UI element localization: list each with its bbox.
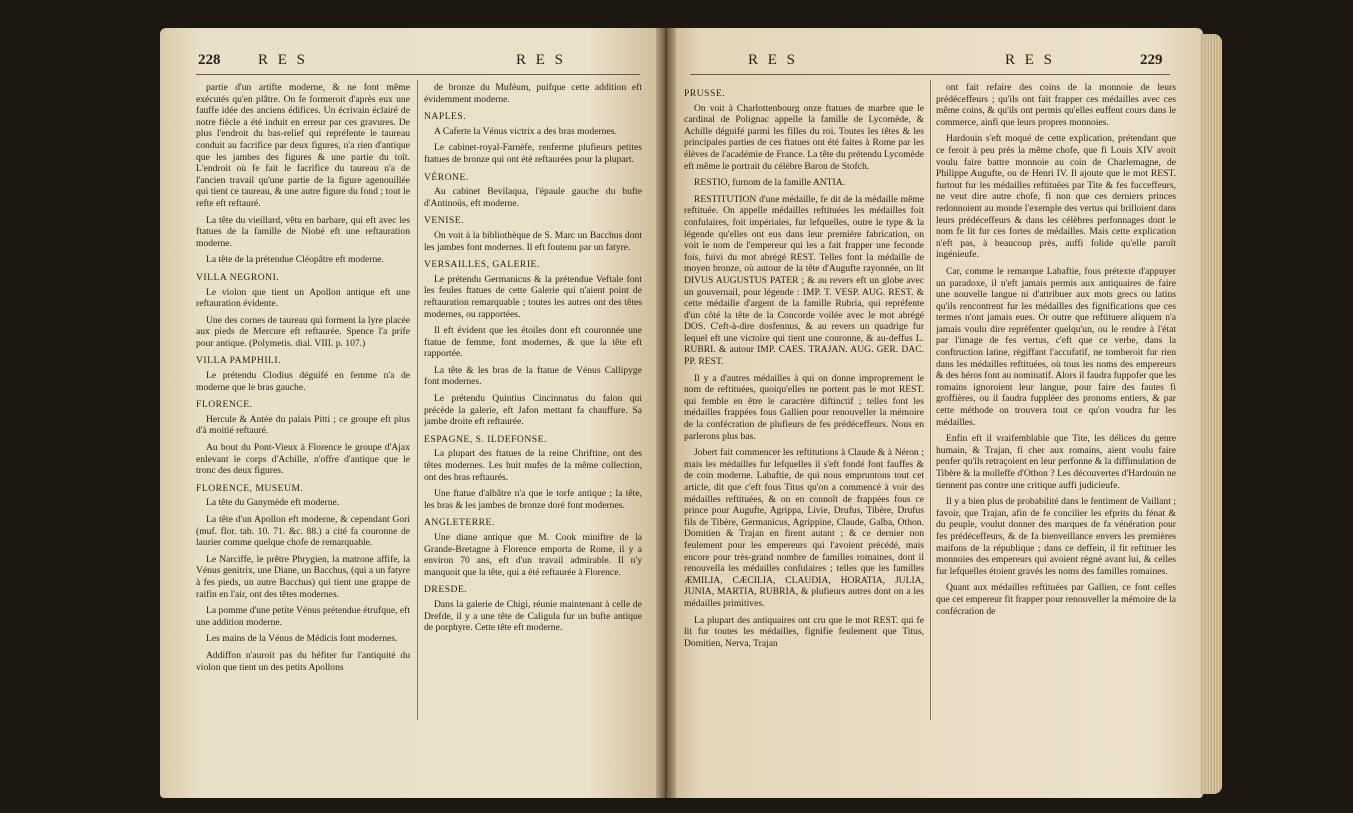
section-heading: ANGLETERRE. <box>424 517 495 529</box>
section-heading: DRESDE. <box>424 584 468 596</box>
paragraph: Le prétendu Germanicus & la prétendue Veftale font les feules ftatues de cette Galerie qui n'aient point de reftauration remarquable ; toutes les autres ont des têtes modernes, ou rapportées. <box>424 273 642 320</box>
paragraph: La tête d'un Apollon eft moderne, & cependant Gori (muf. flor. tab. 10. 71. &c. 88.) a cité fa couronne de laurier comme quelque chofe de remarquable. <box>196 514 410 549</box>
left-header-col1: R E S <box>258 52 309 68</box>
paragraph: Quant aux médailles reftituées par Gallien, ce font celles que cet empereur fit frapper pour renouveller la mémoire de la confécration de <box>936 582 1176 617</box>
section-heading: ESPAGNE, S. ILDEFONSE. <box>424 433 547 445</box>
paragraph: Hercule & Antée du palais Pitti ; ce groupe eft plus d'à moitié reftauré. <box>196 413 410 437</box>
section-heading: VENISE. <box>424 215 465 227</box>
paragraph: Il eft évident que les étoiles dont eft couronnée une ftatue de femme, font modernes, & que la tête eft rapportée. <box>424 325 642 360</box>
section-heading: NAPLES. <box>424 111 467 123</box>
right-column-2 <box>936 82 1176 782</box>
paragraph: La pomme d'une petite Vénus prétendue étrufque, eft une addition moderne. <box>196 605 410 628</box>
paragraph: RESTIO, furnom de la famille ANTIA. <box>694 177 846 189</box>
paragraph: Dans la galerie de Chigi, réunie maintenant à celle de Drefde, il y a une tête de Caligula fur un bufte antique de porphyre. Cette tête eft moderne. <box>424 598 642 634</box>
section-heading: VERSAILLES, GALERIE. <box>424 259 540 271</box>
paragraph: ont fait refaire des coins de la monnoie de leurs prédéceffeurs ; qu'ils ont fait frapper ces médailles avec ces même coins, & qu'ils ont permis qu'elles euffent cours dans le commerce, ainfi que leurs propres monnoies. <box>936 82 1176 128</box>
paragraph: Il y a bien plus de probabilité dans le fentiment de Vaillant ; favoir, que Trajan, afin de fe concilier les efprits du fénat & du peuple, voulut donner des marques de fa vénération pour fes prédéceffeurs, & de fa bienveillance envers les premières maifons de la république ; dans ce deffein, il fit reftituer les monnoies des empereurs qui avoient régné avant lui, & celles fur lefquelles étoient gravés les noms des familles romaines. <box>936 496 1176 577</box>
right-header-col2: R E S <box>1005 52 1056 68</box>
paragraph: Hardouin s'eft moqué de cette explication, prétendant que ce feroit à peu près la même chofe, que fi Louis XIV avoit voulu faire battre monnoie au coin de Charlemagne, de Philippe Augufte, ou de Henri IV. Il ajoute que le mot REST. furtout fur les médailles reftituées par Tite & fes fucceffeurs, ne veut dire autre chofe, fi non que ces derniers princes redonnoient au monde l'exemple des vertus qui brilloient dans leurs prédéceffeurs & dans les célèbres perfonnages dont le nom fe lit fur ces fortes de médailles. Mais cette explication n'eft pas, à beaucoup près, auffi folide qu'elle paroît ingénieufe. <box>936 133 1176 261</box>
left-header-rule <box>196 74 640 75</box>
paragraph: Jobert fait commencer les reftitutions à Claude & à Néron ; mais les médailles fur lefquelles il s'eft fondé font fauffes & de coin moderne. Labaftie, de qui nous empruntons tout cet article, dit que c'eft fous Titus qu'on a commencé à voir des médailles reftituées, & on en connoît de frappées fous ce prince pour Augufte, Agrippa, Livie, Drufus, Tibère, Drufus fils de Tibère, Germanicus, Agrippine, Claude, Galba, Othon. Domitien & Trajan en firent autant ; & ce dernier non feulement pour les empereurs qui l'avoient précédé, mais encore pour très-grand nombre de familles romaines, dont il renouvella les médailles confulaires ; telles que les familles ÆMILIA, CÆCILIA, CLAUDIA, HORATIA, JULIA, JUNIA, MARTIA, RUBRIA, & plufieurs autres dont on a les médailles primitives. <box>684 447 924 609</box>
paragraph: La plupart des antiquaires ont cru que le mot REST. qui fe lit fur toutes les médailles, fignifie feulement que Titus, Domitien, Nerva, Trajan <box>684 614 924 649</box>
paragraph: RESTITUTION d'une médaille, fe dit de la médaille même reftituée. On appelle médailles reftituées les médailles foit confulaires, foit impériales, fur lefquelles, outre le type & la légende qu'elles ont eus dans leur première fabrication, on voit le nom de l'empereur qui les a fait frapper une feconde fois, fuivi du mot abrégé REST. Telles font la médaille de moyen bronze, où autour de la tête d'Augufte rayonnée, on lit DIVUS AUGUSTUS PATER ; & au revers eft un globe avec un gouvernail, pour légende : IMP. T. VESP. AUG. REST. & cette médaille d'argent de la famille Rubria, qui repréfente d'un côté la tête de la Concorde voilée avec le mot abrégé DOS. C'eft-à-dire dosfennus, & au revers un quadrige fur lequel eft une victoire qui tient une couronne, & au-deffus L. RUBRI. & autour IMP. CAES. TRAJAN. AUG. GER. DAC. PP. REST. <box>684 193 924 368</box>
section-heading: PRUSSE. <box>684 88 726 99</box>
paragraph: La plupart des ftatues de la reine Chriftine, ont des têtes modernes. Les huit mufes de la même collection, ont des bras reftaurés. <box>424 448 642 483</box>
section-heading: VÉRONE. <box>424 171 469 183</box>
paragraph: Le cabinet-royal-Farnèfe, renferme plufieurs petites ftatues de bronze qui ont été reftaurées pour la plupart. <box>424 142 642 165</box>
section-heading: VILLA NEGRONI. <box>196 271 280 283</box>
paragraph: La tête du vieillard, vêtu en barbare, qui eft avec les ftatues de la famille de Niobé eft une reftauration moderne. <box>196 214 410 249</box>
paragraph: La tête & les bras de la ftatue de Vénus Callipyge font modernes. <box>424 364 642 388</box>
right-page-number: 229 <box>1140 52 1163 68</box>
page-edges <box>1200 34 1222 794</box>
paragraph: de bronze du Muféum, puifque cette addition eft évidemment moderne. <box>424 82 642 105</box>
paragraph: Il y a d'autres médailles à qui on donne improprement le nom de reftituées, quoiqu'elles ne portent pas le mot REST. qui femble en être le caractère diftinctif ; telles font les médailles frappées fous Gallien pour renouveller la mémoire de la confécration de plufieurs de fes prédéceffeurs. Nous en parlerons plus bas. <box>684 372 924 442</box>
paragraph: Une des cornes de taureau qui forment la lyre placée aux pieds de Mercure eft reftaurée. Spence l'a prife pour antique. (Polymetis. dial. VIII. p. 107.) <box>196 314 410 349</box>
paragraph: La tête de la prétendue Cléopâtre eft moderne. <box>206 254 384 266</box>
section-heading: VILLA PAMPHILI. <box>196 355 281 367</box>
paragraph: Les mains de la Vénus de Médicis font modernes. <box>206 633 398 645</box>
paragraph: Au cabinet Bevilaqua, l'épaule gauche du bufte d'Antinoüs, eft moderne. <box>424 186 642 209</box>
section-heading: FLORENCE, MUSEUM. <box>196 482 304 494</box>
section-heading: FLORENCE. <box>196 399 253 411</box>
book-gutter <box>656 28 676 798</box>
left-column-1 <box>196 82 410 782</box>
paragraph: Le prétendu Quintius Cincinnatus du falon qui précède la galerie, eft Jafon mettant fa chauffure. Sa jambe droite eft reftaurée. <box>424 393 642 428</box>
paragraph: La tête du Ganymède eft moderne. <box>206 497 340 509</box>
left-header-col2: R E S <box>516 52 567 68</box>
paragraph: Le Narciffe, le prêtre Phrygien, la matrone affife, la Vénus genitrix, une Diane, un Bacchus, (qui a un fatyre à fes pieds, un autre Bacchus) qui tient une grappe de raifin en l'air, ont des têtes modernes. <box>196 553 410 600</box>
paragraph: Addiffon n'auroit pas du héfiter fur l'antiquité du violon que tient un des petits Apollons <box>196 649 410 673</box>
paragraph: Au bout du Pont-Vieux à Florence le groupe d'Ajax enlevant le corps d'Achille, n'offre d'antique que le tronc des deux figures. <box>196 442 410 477</box>
paragraph: Le prétendu Clodius déguifé en femme n'a de moderne que le bras gauche. <box>196 370 410 393</box>
paragraph: Le violon que tient un Apollon antique eft une reftauration évidente. <box>196 286 410 310</box>
paragraph: A Caferte la Vénus victrix a des bras modernes. <box>434 125 617 137</box>
paragraph: Enfin eft il vraifemblable que Tite, les délices du genre humain, & Trajan, fi cher aux romains, aient voulu faire penfer qu'ils retraçoient en leur perfonne & la diffimulation de Tibère & la molleffe d'Othon ? Les découvertes d'Hardouin ne tiennent pas contre une critique auffi judicieufe. <box>936 433 1176 491</box>
paragraph: Car, comme le remarque Labaftie, fous prétexte d'appuyer un paradoxe, il n'eft jamais permis aux antiquaires de faire une nouvelle langue ni d'attribuer aux mots grecs ou latins qu'ils rencontrent fur les médailles des fignifications que ces termes n'ont jamais eues. Or outre que reftituere aliquem n'a jamais voulu dire repréfenter quelqu'un, ou le rendre à l'état par l'image de fes vertus, c'eft que ce verbe, dans la conftruction latine, régiffant l'accufatif, ne tomberoit fur rien dans les médailles reftituées, où tous les noms des empereurs & des héros font au nominatif. Alors il faudra fuppofer que les romains ignoroient leur langue, pour faire des fautes fi groffières, ou il faudra fuppléer des pronoms entiers, & par cette méthode on trouvera tout ce qu'on voudra fur les médailles. <box>936 265 1176 428</box>
right-header-col1: R E S <box>748 52 799 68</box>
left-page-number: 228 <box>198 52 221 68</box>
paragraph: Une ftatue d'albâtre n'a que le torfe antique ; la tête, les bras & les jambes de bronze doré font modernes. <box>424 488 642 511</box>
left-column-rule <box>417 80 418 720</box>
right-header-rule <box>690 74 1170 75</box>
right-column-1 <box>684 82 924 782</box>
paragraph: On voit à la bibliothèque de S. Marc un Bacchus dont les jambes font modernes. Il eft foutenu par un fatyre. <box>424 229 642 253</box>
paragraph: Une diane antique que M. Cook miniftre de la Grande-Bretagne à Florence emporta de Rome, il y a environ 70 ans, eft d'un travail admirable. Il n'y manquoit que la tête, qui a été reftaurée à Florence. <box>424 532 642 578</box>
left-column-2 <box>424 82 642 782</box>
paragraph: On voit à Charlottenbourg onze ftatues de marbre que le cardinal de Polignac appelle la famille de Lycomède, & Achille déguifé parmi les filles du roi. Toutes les têtes & les principales parties de ces ftatues ont été faites à Rome par les élèves de l'académie de France. La tête du prétendu Lycomède eft même le portrait du célèbre Baron de Stofch. <box>684 102 924 172</box>
right-column-rule <box>930 80 931 720</box>
paragraph: partie d'un artifte moderne, & ne font même exécutés qu'en plâtre. On fe formeroit d'après eux une fauffe idée des anciens édifices. Un écrivain éclairé de notre fiècle a été induit en erreur par ces gravures. De plus l'endroit du bas-relief qui repréfente le taureau conduit au facrifice par deux figures, n'a rien d'antique que les jambes des figures & une partie du toît. L'endroit où fe fait le facrifice du taureau n'a de l'ancien travail qu'une partie de la figure agenouillée qui tient ce taureau, & une autre figure du fond ; tout le refte eft reftauré. <box>196 82 410 209</box>
